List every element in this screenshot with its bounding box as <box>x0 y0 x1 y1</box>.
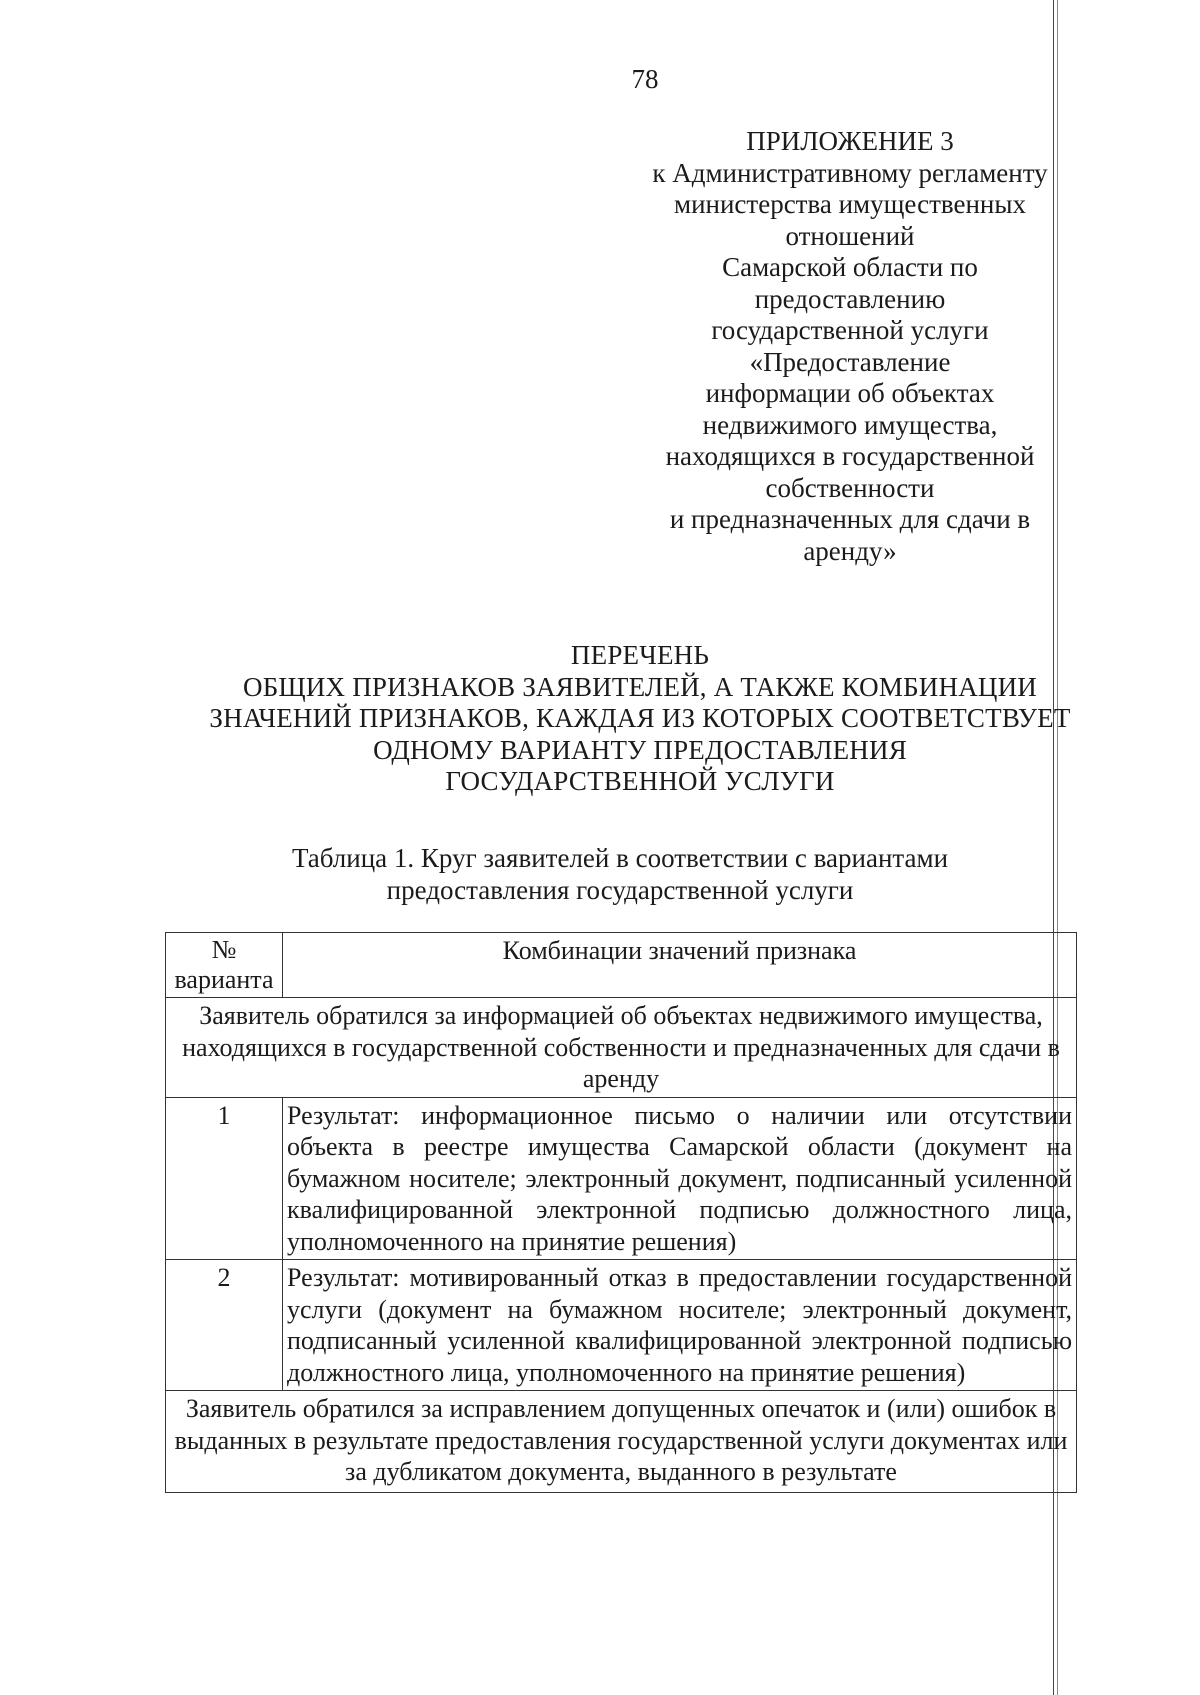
appendix-line: министерства имущественных <box>674 189 1026 219</box>
page-number: 78 <box>631 64 659 94</box>
variant-result: Результат: мотивированный отказ в предоставлении государственной услуги (документ на бумажном носителе; электронный документ, подписанный усиленной квалифицированной электронной подписью должностного лица, уполномоченного на принятие решения) <box>283 1260 1077 1391</box>
appendix-line: собственности <box>765 472 935 503</box>
variants-table <box>165 932 1077 1493</box>
document-heading <box>170 640 1110 798</box>
table-section-row <box>166 998 1077 1098</box>
header-combination: Комбинации значений признака <box>283 933 1077 998</box>
heading-line: ПЕРЕЧЕНЬ <box>570 640 710 670</box>
variant-number: 2 <box>166 1260 283 1391</box>
appendix-line: отношений <box>785 220 915 251</box>
heading-line: ОБЩИХ ПРИЗНАКОВ ЗАЯВИТЕЛЕЙ, А ТАКЖЕ КОМБИНАЦИИ <box>243 671 1037 702</box>
appendix-line: недвижимого имущества, <box>702 409 998 440</box>
variant-result: Результат: информационное письмо о наличии или отсутствии объекта в реестре имущества Самарской области (документ на бумажном носителе; электронный документ, подписанный усиленной квалифицированной электронной подписью должностного лица, уполномоченного на принятие решения) <box>283 1097 1077 1260</box>
table-header-row <box>166 933 1077 998</box>
appendix-line: «Предоставление <box>749 346 951 377</box>
heading-line: ЗНАЧЕНИЙ ПРИЗНАКОВ, КАЖДАЯ ИЗ КОТОРЫХ СООТВЕТСТВУЕТ <box>209 703 1071 733</box>
appendix-line: и предназначенных для сдачи в <box>669 504 1031 534</box>
heading-line: ГОСУДАРСТВЕННОЙ УСЛУГИ <box>445 766 835 796</box>
heading-line: ОДНОМУ ВАРИАНТУ ПРЕДОСТАВЛЕНИЯ <box>373 734 907 765</box>
appendix-line: к Административному регламенту <box>652 157 1048 188</box>
appendix-line: предоставлению <box>754 283 946 314</box>
appendix-line: Самарской области по <box>722 252 978 282</box>
table-section-row <box>166 1391 1077 1493</box>
section-applicant-info-request: Заявитель обратился за информацией об объектах недвижимого имущества, находящихся в государственной собственности и предназначенных для сдачи в аренду <box>166 998 1077 1098</box>
section-applicant-correction-request: Заявитель обратился за исправлением допущенных опечаток и (или) ошибок в выданных в результате предоставления государственной услуги документах или за дубликатом документа, выданного в результате <box>166 1391 1077 1493</box>
variant-number: 1 <box>166 1097 283 1260</box>
appendix-line: находящихся в государственной <box>665 441 1035 471</box>
appendix-title: ПРИЛОЖЕНИЕ 3 <box>746 126 954 156</box>
appendix-line: государственной услуги <box>711 315 989 345</box>
appendix-line: аренду» <box>803 535 897 566</box>
appendix-block <box>640 126 1060 567</box>
table-row <box>166 1097 1077 1260</box>
appendix-line: информации об объектах <box>705 378 995 408</box>
table-caption: Таблица 1. Круг заявителей в соответствии с вариантами предоставления государственной услуги <box>291 843 949 905</box>
header-variant-number: № варианта <box>166 933 283 998</box>
table-row <box>166 1260 1077 1391</box>
